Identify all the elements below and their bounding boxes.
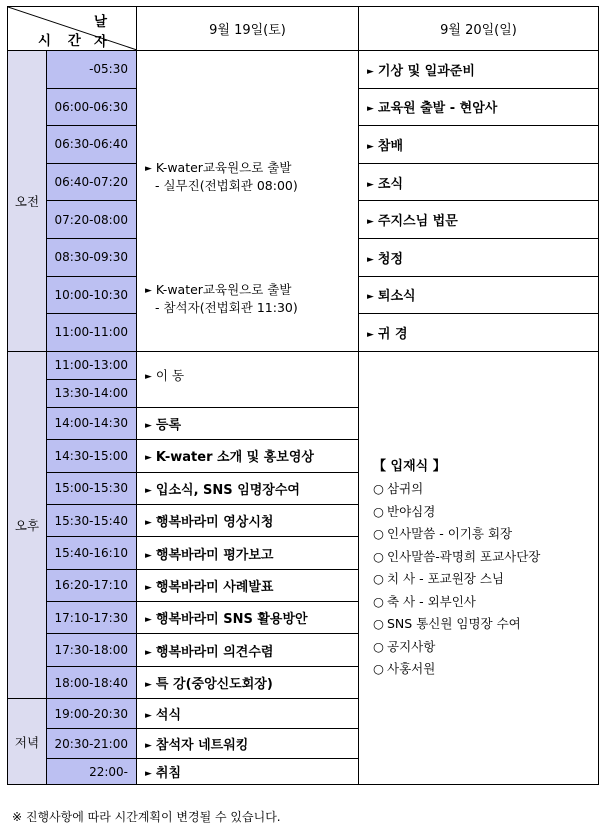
day2-item: ► 주지스님 법문 xyxy=(359,201,599,239)
circle-bullet-icon: ○ xyxy=(373,593,384,609)
triangle-bullet-icon: ► xyxy=(367,292,374,303)
triangle-bullet-icon: ► xyxy=(145,286,152,296)
triangle-bullet-icon: ► xyxy=(367,141,374,152)
day1-departure-participants: ► K-water교육원으로 출발 - 참석자(전법회관 11:30) xyxy=(145,282,298,315)
triangle-bullet-icon: ► xyxy=(145,164,152,174)
triangle-bullet-icon: ► xyxy=(145,582,152,593)
triangle-bullet-icon: ► xyxy=(145,371,152,382)
header-time-label: 시 간 xyxy=(38,33,87,49)
footnote: ※ 진행사항에 따라 시간계획이 변경될 수 있습니다. xyxy=(12,810,281,824)
circle-bullet-icon: ○ xyxy=(373,526,384,542)
circle-bullet-icon: ○ xyxy=(373,571,384,587)
time-cell: 06:00-06:30 xyxy=(47,88,137,126)
day1-move: ► 이 동 xyxy=(137,351,359,407)
day1-item: ► 등록 xyxy=(137,407,359,439)
triangle-bullet-icon: ► xyxy=(145,741,152,752)
time-cell: 17:10-17:30 xyxy=(47,602,137,634)
time-cell: 15:00-15:30 xyxy=(47,472,137,504)
triangle-bullet-icon: ► xyxy=(367,104,374,115)
day2-item: ► 청정 xyxy=(359,238,599,276)
header-corner xyxy=(8,7,137,51)
triangle-bullet-icon: ► xyxy=(367,66,374,77)
day2-item: ► 조식 xyxy=(359,163,599,201)
ceremony-title: 【 입재식 】 xyxy=(373,459,446,475)
time-cell: 14:30-15:00 xyxy=(47,440,137,472)
day2-item: ► 참배 xyxy=(359,126,599,164)
time-cell: 06:40-07:20 xyxy=(47,163,137,201)
triangle-bullet-icon: ► xyxy=(145,453,152,464)
header-date-label: 날 자 xyxy=(94,14,114,50)
circle-bullet-icon: ○ xyxy=(373,638,384,654)
ceremony-item: ○ 반야심경 xyxy=(373,501,598,524)
time-cell: 16:20-17:10 xyxy=(47,569,137,601)
day2-item: ► 귀 경 xyxy=(359,314,599,352)
time-cell: 17:30-18:00 xyxy=(47,634,137,666)
triangle-bullet-icon: ► xyxy=(145,550,152,561)
time-cell: 14:00-14:30 xyxy=(47,407,137,439)
day1-item: ► 입소식, SNS 임명장수여 xyxy=(137,472,359,504)
circle-bullet-icon: ○ xyxy=(373,548,384,564)
ceremony-item: ○ 공지사항 xyxy=(373,636,598,659)
circle-bullet-icon: ○ xyxy=(373,661,384,677)
ceremony-block xyxy=(359,351,599,785)
time-cell: 11:00-11:00 xyxy=(47,314,137,352)
circle-bullet-icon: ○ xyxy=(373,481,384,497)
day1-item: ► 행복바라미 SNS 활용방안 xyxy=(137,602,359,634)
day1-item: ► 석식 xyxy=(137,699,359,729)
time-cell: 11:00-13:00 xyxy=(47,351,137,379)
period-morning: 오전 xyxy=(8,51,47,352)
triangle-bullet-icon: ► xyxy=(367,179,374,190)
day2-item: ► 퇴소식 xyxy=(359,276,599,314)
day1-item: ► 행복바라미 영상시청 xyxy=(137,504,359,536)
ceremony-item: ○ SNS 통신원 임명장 수여 xyxy=(373,613,598,636)
circle-bullet-icon: ○ xyxy=(373,503,384,519)
time-cell: 18:00-18:40 xyxy=(47,666,137,698)
triangle-bullet-icon: ► xyxy=(145,518,152,529)
time-cell: 22:00- xyxy=(47,759,137,785)
triangle-bullet-icon: ► xyxy=(145,680,152,691)
time-cell: 07:20-08:00 xyxy=(47,201,137,239)
triangle-bullet-icon: ► xyxy=(367,254,374,265)
triangle-bullet-icon: ► xyxy=(367,217,374,228)
triangle-bullet-icon: ► xyxy=(145,420,152,431)
triangle-bullet-icon: ► xyxy=(145,615,152,626)
schedule-table xyxy=(7,6,599,785)
header-day1: 9월 19일(토) xyxy=(137,7,359,51)
day1-item: ► 행복바라미 의견수렴 xyxy=(137,634,359,666)
time-cell: 19:00-20:30 xyxy=(47,699,137,729)
day1-item: ► 행복바라미 사례발표 xyxy=(137,569,359,601)
time-cell: 15:40-16:10 xyxy=(47,537,137,569)
ceremony-item: ○ 삼귀의 xyxy=(373,478,598,501)
day1-morning-cell xyxy=(137,51,359,352)
day1-item: ► K-water 소개 및 홍보영상 xyxy=(137,440,359,472)
time-cell: 13:30-14:00 xyxy=(47,379,137,407)
day1-item: ► 취침 xyxy=(137,759,359,785)
ceremony-item: ○ 인사말씀-곽명희 포교사단장 xyxy=(373,546,598,569)
time-cell: 06:30-06:40 xyxy=(47,126,137,164)
day1-item: ► 행복바라미 평가보고 xyxy=(137,537,359,569)
day1-item: ► 참석자 네트워킹 xyxy=(137,729,359,759)
ceremony-item: ○ 축 사 - 외부인사 xyxy=(373,591,598,614)
triangle-bullet-icon: ► xyxy=(367,329,374,340)
triangle-bullet-icon: ► xyxy=(145,647,152,658)
header-row xyxy=(8,7,599,51)
day1-item: ► 특 강(중앙신도회장) xyxy=(137,666,359,698)
time-cell: 10:00-10:30 xyxy=(47,276,137,314)
ceremony-item: ○ 사홍서원 xyxy=(373,658,598,681)
ceremony-item: ○ 치 사 - 포교원장 스님 xyxy=(373,568,598,591)
time-cell: 08:30-09:30 xyxy=(47,238,137,276)
day2-item: ► 교육원 출발 - 현암사 xyxy=(359,88,599,126)
triangle-bullet-icon: ► xyxy=(145,485,152,496)
triangle-bullet-icon: ► xyxy=(145,711,152,722)
day1-departure-staff: ► K-water교육원으로 출발 - 실무진(전법회관 08:00) xyxy=(145,160,298,193)
circle-bullet-icon: ○ xyxy=(373,616,384,632)
triangle-bullet-icon: ► xyxy=(145,769,152,780)
time-cell: -05:30 xyxy=(47,51,137,89)
time-cell: 20:30-21:00 xyxy=(47,729,137,759)
time-cell: 15:30-15:40 xyxy=(47,504,137,536)
ceremony-item: ○ 인사말씀 - 이기흥 회장 xyxy=(373,523,598,546)
period-evening: 저녁 xyxy=(8,699,47,785)
period-afternoon: 오후 xyxy=(8,351,47,699)
header-day2: 9월 20일(일) xyxy=(359,7,599,51)
day2-item: ► 기상 및 일과준비 xyxy=(359,51,599,89)
